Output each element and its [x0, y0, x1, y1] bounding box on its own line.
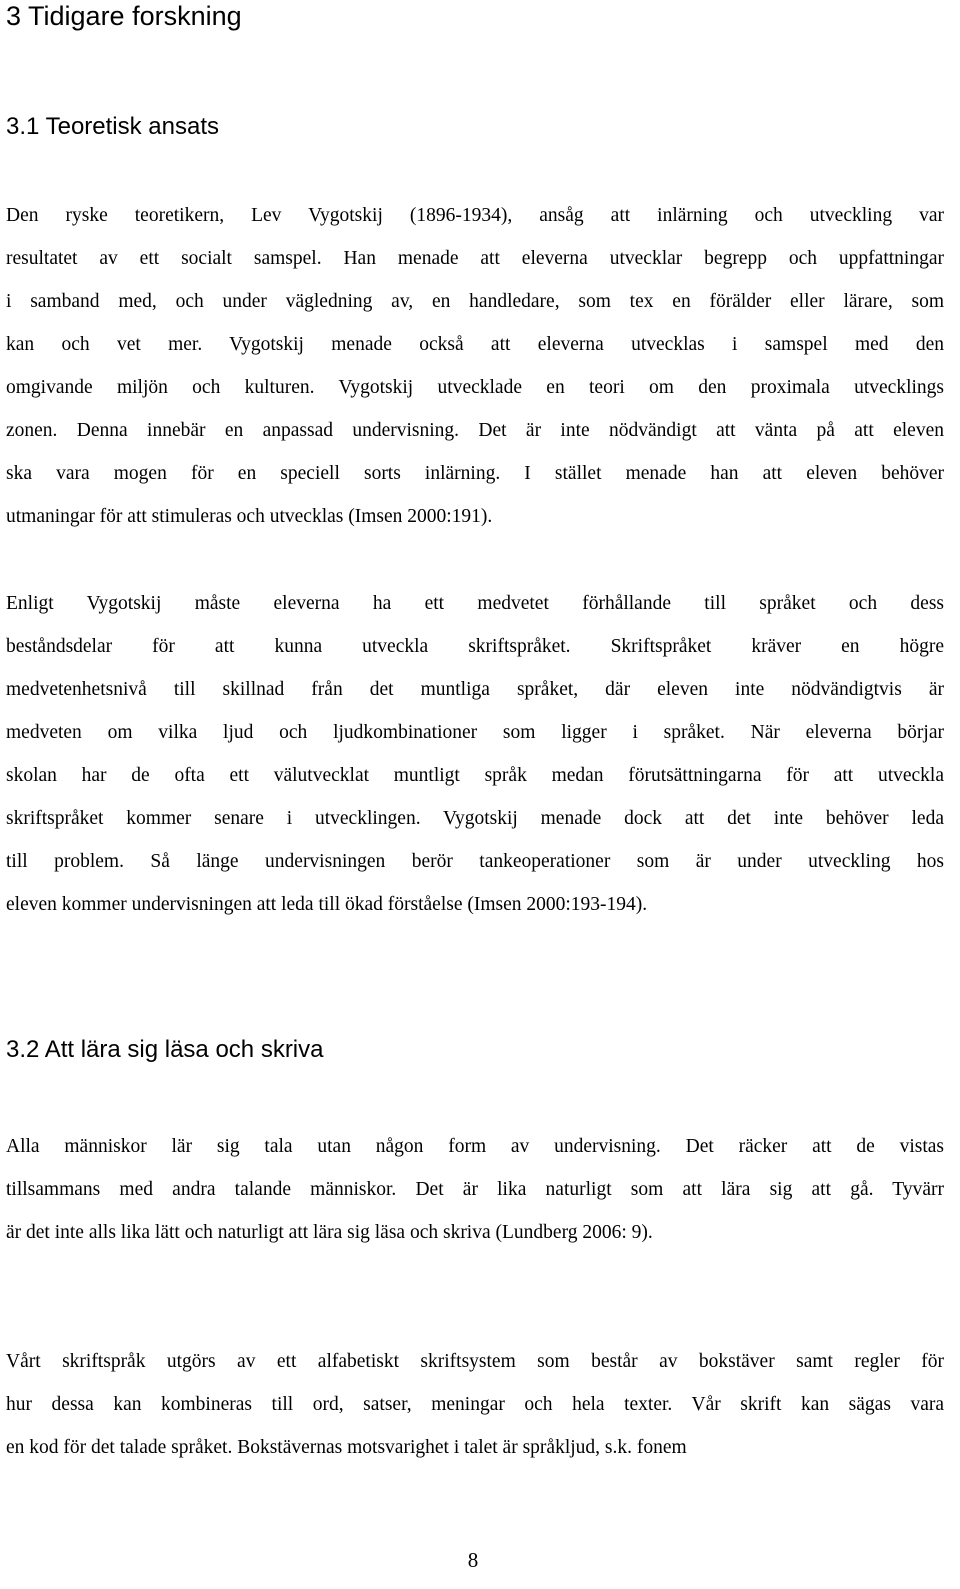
text-line: är det inte alls lika lätt och naturligt att lära sig läsa och skriva (Lundberg 2006: 9). — [6, 1222, 653, 1243]
text-line: ska vara mogen för en speciell sorts inlärning. I stället menade han att eleven behöver — [6, 463, 944, 484]
section-title-reading-writing: 3.2 Att lära sig läsa och skriva — [6, 1036, 324, 1063]
text-line: medveten om vilka ljud och ljudkombinationer som ligger i språket. När eleverna börjar — [6, 722, 944, 743]
text-line: kan och vet mer. Vygotskij menade också att eleverna utvecklas i samspel med den — [6, 334, 944, 355]
text-line: Den ryske teoretikern, Lev Vygotskij (1896-1934), ansåg att inlärning och utveckling var — [6, 205, 944, 226]
text-line: resultatet av ett socialt samspel. Han menade att eleverna utvecklar begrepp och uppfattningar — [6, 248, 944, 269]
text-line: medvetenhetsnivå till skillnad från det muntliga språket, där eleven inte nödvändigtvis är — [6, 679, 944, 700]
text-line: beståndsdelar för att kunna utveckla skriftspråket. Skriftspråket kräver en högre — [6, 636, 944, 657]
section-title-theory: 3.1 Teoretisk ansats — [6, 113, 220, 140]
text-line: till problem. Så länge undervisningen berör tankeoperationer som är under utveckling hos — [6, 851, 944, 872]
text-line: utmaningar för att stimuleras och utvecklas (Imsen 2000:191). — [6, 506, 493, 527]
text-line: i samband med, och under vägledning av, en handledare, som tex en förälder eller lärare, som — [6, 291, 944, 312]
text-line: skriftspråket kommer senare i utvecklingen. Vygotskij menade dock att det inte behöver leda — [6, 808, 944, 829]
text-line: en kod för det talade språket. Bokstävernas motsvarighet i talet är språkljud, s.k. fonem — [6, 1437, 687, 1458]
text-line: Enligt Vygotskij måste eleverna ha ett medvetet förhållande till språket och dess — [6, 593, 944, 614]
text-line: omgivande miljön och kulturen. Vygotskij utvecklade en teori om den proximala utvecklings — [6, 377, 944, 398]
paragraph-vygotskij-written-language — [6, 582, 944, 926]
page-number: 8 — [467, 1548, 479, 1572]
text-line: Vårt skriftspråk utgörs av ett alfabetiskt skriftsystem som består av bokstäver samt regler för — [6, 1351, 944, 1372]
paragraph-writing-system — [6, 1340, 944, 1469]
text-line: zonen. Denna innebär en anpassad undervisning. Det är inte nödvändigt att vänta på att eleven — [6, 420, 944, 441]
text-line: skolan har de ofta ett välutvecklat muntligt språk medan förutsättningarna för att utveckla — [6, 765, 944, 786]
paragraph-learning-to-speak — [6, 1125, 944, 1254]
text-line: hur dessa kan kombineras till ord, satser, meningar och hela texter. Vår skrift kan sägas vara — [6, 1394, 944, 1415]
chapter-title: 3 Tidigare forskning — [6, 1, 242, 31]
paragraph-vygotskij-intro — [6, 194, 944, 538]
text-line: eleven kommer undervisningen att leda till ökad förståelse (Imsen 2000:193-194). — [6, 894, 648, 915]
text-line: Alla människor lär sig tala utan någon form av undervisning. Det räcker att de vistas — [6, 1136, 944, 1157]
text-line: tillsammans med andra talande människor. Det är lika naturligt som att lära sig att gå. Tyvärr — [6, 1179, 944, 1200]
